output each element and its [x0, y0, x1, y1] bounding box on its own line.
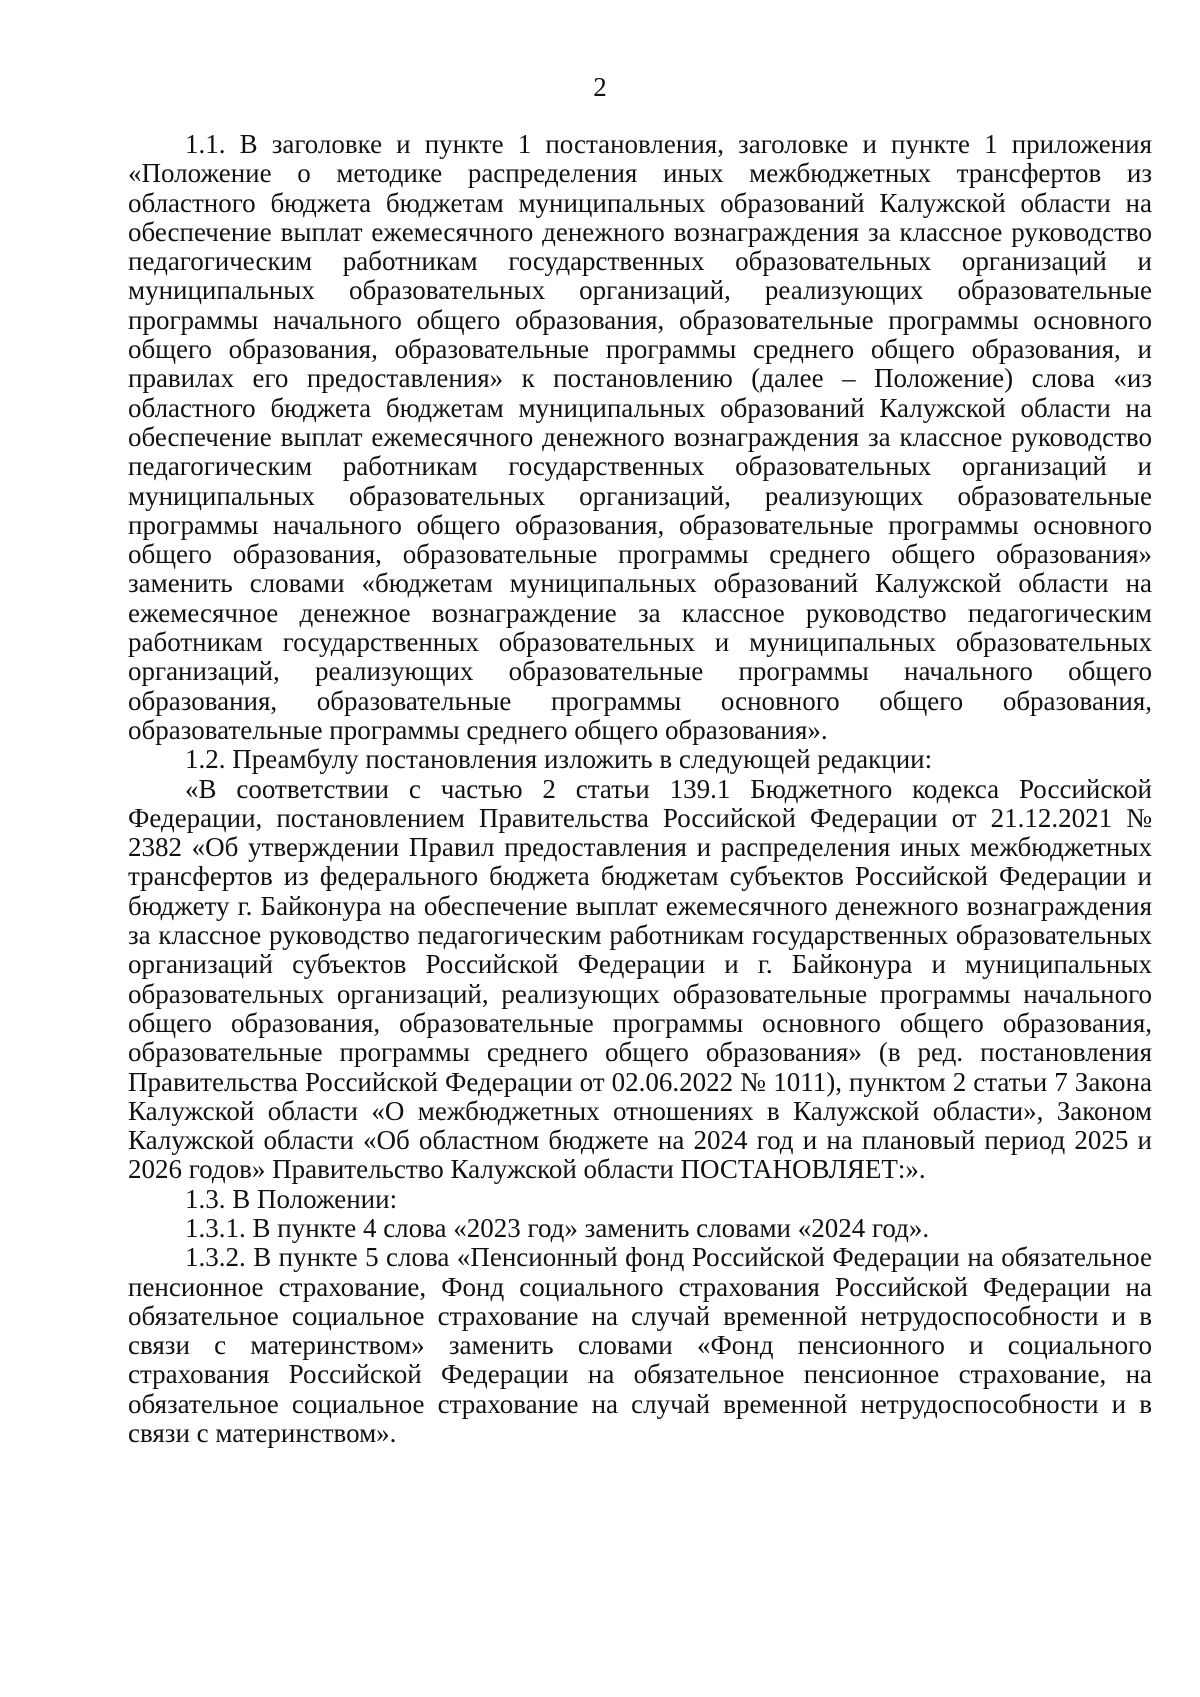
paragraph-1-3: 1.3. В Положении: — [185, 1183, 398, 1214]
paragraph-1-2: 1.2. Преамбулу постановления изложить в следующей редакции: — [185, 744, 933, 775]
paragraph-1-3-1: 1.3.1. В пункте 4 слова «2023 год» заменить словами «2024 год». — [185, 1212, 930, 1243]
paragraph-1-1: 1.1. В заголовке и пункте 1 постановления, заголовке и пункте 1 приложения «Положение о методике распределения иных межбюджетных трансфертов из областного бюджета бюджетам муниципальных образований Калужской области на обеспечение выплат ежемесячного денежного вознаграждения за классное руководство педагогическим работникам государственных образовательных организаций и муниципальных образовательных организаций, реализующих образовательные программы начального общего образования, образовательные программы основного общего образования, образовательные программы среднего общего образования, и правилах его предоставления» к постановлению (далее – Положение) слова «из областного бюджета бюджетам муниципальных образований Калужской области на обеспечение выплат ежемесячного денежного вознаграждения за классное руководство педагогическим работникам государственных образовательных организаций и муниципальных образовательных организаций, реализующих образовательные программы начального общего образования, образовательные программы основного общего образования, образовательные программы среднего общего образования» заменить словами «бюджетам муниципальных образований Калужской области на ежемесячное денежное вознаграждение за классное руководство педагогическим работникам государственных образовательных и муниципальных образовательных организаций, реализующих образовательные программы начального общего образования, образовательные программы основного общего образования, образовательные программы среднего общего образования». — [128, 129, 1152, 745]
document-body — [128, 130, 1152, 1448]
paragraph-preamble: «В соответствии с частью 2 статьи 139.1 Бюджетного кодекса Российской Федерации, постановлением Правительства Российской Федерации от 21.12.2021 № 2382 «Об утверждении Правил предоставления и распределения иных межбюджетных трансфертов из федерального бюджета бюджетам субъектов Российской Федерации и бюджету г. Байконура на обеспечение выплат ежемесячного денежного вознаграждения за классное руководство педагогическим работникам государственных образовательных организаций субъектов Российской Федерации и г. Байконура и муниципальных образовательных организаций, реализующих образовательные программы начального общего образования, образовательные программы основного общего образования, образовательные программы среднего общего образования» (в ред. постановления Правительства Российской Федерации от 02.06.2022 № 1011), пунктом 2 статьи 7 Закона Калужской области «О межбюджетных отношениях в Калужской области», Законом Калужской области «Об областном бюджете на 2024 год и на плановый период 2025 и 2026 годов» Правительство Калужской области ПОСТАНОВЛЯЕТ:». — [128, 773, 1152, 1185]
paragraph-1-3-2: 1.3.2. В пункте 5 слова «Пенсионный фонд Российской Федерации на обязательное пенсионное страхование, Фонд социального страхования Российской Федерации на обязательное социальное страхование на случай временной нетрудоспособности и в связи с материнством» заменить словами «Фонд пенсионного и социального страхования Российской Федерации на обязательное пенсионное страхование, на обязательное социальное страхование на случай временной нетрудоспособности и в связи с материнством». — [128, 1242, 1152, 1449]
page-number: 2 — [593, 72, 607, 102]
